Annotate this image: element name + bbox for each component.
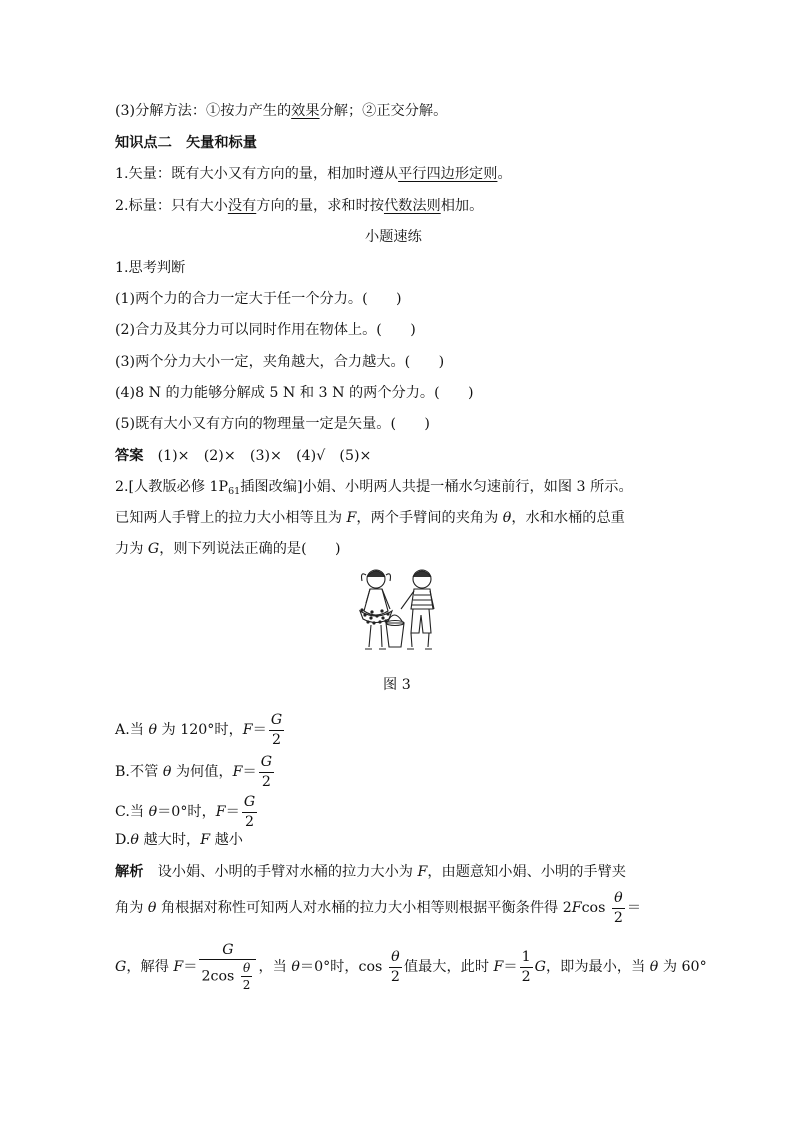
answer-label: 答案 <box>115 448 144 464</box>
fraction: $\frac{G}{2}$ <box>243 794 256 830</box>
question-group-title: 1.思考判断 <box>115 260 186 276</box>
fraction: $\frac{\theta}{2}$ <box>390 949 400 985</box>
option-a: A.当 θ 为 120°时，F＝ $\frac{G}{2}$ <box>115 712 283 748</box>
figure-caption: 图 3 <box>383 677 411 693</box>
solution-label: 解析 <box>115 864 144 880</box>
underlined-answer: 效果 <box>291 103 320 119</box>
subsection-title: 小题速练 <box>365 229 422 245</box>
problem-2-line-2: 已知两人手臂上的拉力大小相等且为 F，两个手臂间的夹角为 θ，水和水桶的总重 <box>115 510 625 526</box>
answer-line: 答案 (1)× (2)× (3)× (4)√ (5)× <box>115 448 372 464</box>
solution-line-2: 角为 θ 角根据对称性可知两人对水桶的拉力大小相等则根据平衡条件得 2Fcos $\frac{\theta}{2}$ ＝ <box>115 890 642 926</box>
fraction: $\frac{G}{2}$ <box>260 754 273 790</box>
solution-line-3: G，解得 F＝ G 2cos $\frac{\theta}{2}$ ，当 θ＝0°时，cos $\frac{\theta}{2}$ 值最大，此时 F＝ $\frac{1}{2}$ G，即为最小，当 θ 为 60° <box>115 941 707 993</box>
problem-2-line-3: 力为 G，则下列说法正确的是( ) <box>115 541 341 557</box>
problem-2-line-1: 2.[人教版必修 $1P_{61}$插图改编]小娟、小明两人共提一桶水匀速前行，如图 3 所示。 <box>115 479 633 497</box>
scalar-definition-line: 2.标量：只有大小没有方向的量，求和时按代数法则相加。 <box>115 198 484 214</box>
two-children-carrying-bucket-illustration <box>343 565 453 657</box>
fraction: $\frac{\theta}{2}$ <box>613 890 623 926</box>
judgment-item-5: (5)既有大小又有方向的物理量一定是矢量。( ) <box>115 416 430 432</box>
option-d: D.θ 越大时，F 越小 <box>115 832 243 848</box>
option-c: C.当 θ＝0°时，F＝ $\frac{G}{2}$ <box>115 794 256 830</box>
solution-line-1: 解析 设小娟、小明的手臂对水桶的拉力大小为 F，由题意知小娟、小明的手臂夹 <box>115 864 626 880</box>
option-b: B.不管 θ 为何值，F＝ $\frac{G}{2}$ <box>115 754 273 790</box>
judgment-item-4: (4)8 N 的力能够分解成 5 N 和 3 N 的两个分力。( ) <box>115 385 474 401</box>
judgment-item-1: (1)两个力的合力一定大于任一个分力。( ) <box>115 291 402 307</box>
judgment-item-2: (2)合力及其分力可以同时作用在物体上。( ) <box>115 322 416 338</box>
judgment-item-3: (3)两个分力大小一定，夹角越大，合力越大。( ) <box>115 354 445 370</box>
vector-definition-line: 1.矢量：既有大小又有方向的量，相加时遵从平行四边形定则。 <box>115 166 512 182</box>
section-heading: 知识点二 矢量和标量 <box>115 135 257 151</box>
underlined-answer: 没有 <box>227 198 257 214</box>
underlined-answer: 代数法则 <box>383 198 441 214</box>
underlined-answer: 平行四边形定则 <box>398 166 498 182</box>
decomposition-method-line: (3)分解方法：①按力产生的效果分解；②正交分解。 <box>115 103 448 119</box>
fraction: $\frac{1}{2}$ <box>521 949 531 985</box>
fraction: G 2cos $\frac{\theta}{2}$ <box>199 943 256 991</box>
fraction: $\frac{G}{2}$ <box>270 712 283 748</box>
